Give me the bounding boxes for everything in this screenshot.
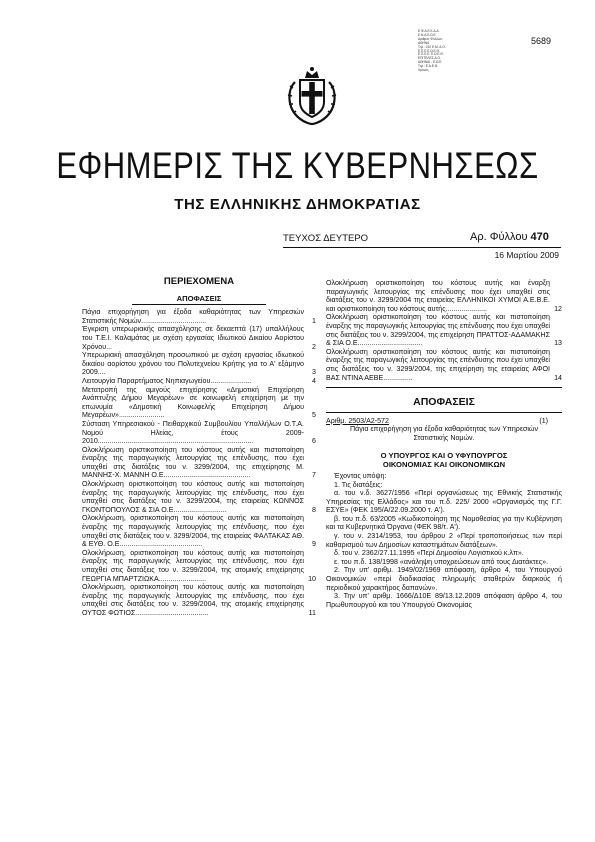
decisions-heading: ΑΠΟΦΑΣΕΙΣ [413, 396, 475, 409]
decision-paragraph: 3. Την υπ' αριθμ. 1666/Δ10Ε 89/13.12.2009 απόφαση άρθρο 4, του Πρωθυπουργού και του Υπουργού Οικονομίας [326, 592, 562, 609]
decisions-column [326, 279, 562, 609]
contents-list-continued [326, 279, 562, 382]
decision-paragraph: ε. του π.δ. 138/1998 «ανάληψη υποχρεώσεων από τους Διατάκτες». [334, 557, 549, 566]
contents-entry [326, 348, 562, 382]
contents-entry [326, 279, 562, 313]
contents-entry-number: 11 [308, 608, 316, 617]
contents-entry [82, 480, 316, 514]
contents-entry-number: 5 [312, 411, 316, 420]
contents-entry-number: 10 [308, 574, 316, 583]
contents-entry [82, 351, 316, 377]
contents-entry-number: 3 [312, 368, 316, 377]
contents-entry [82, 386, 316, 420]
sheet-number [470, 231, 549, 243]
contents-entry-number: 1 [312, 316, 316, 325]
contents-entry-text: Ολοκλήρωση οριστικοποίηση του κόστους αυτής και πιστοποίηση έναρξης της παραγωγικής λειτουργίας της επένδυσης, που έχει υπαχθεί στις διατάξεις του ν. 3299/2004, της επιχείρησης Μ. ΜΑΝΝΗΣ-Χ. ΜΑΝΝΗ Ο.Ε............................................ [82, 445, 304, 480]
contents-entry [82, 308, 316, 325]
sheet-number-label: Αρ. Φύλλου [470, 231, 528, 243]
contents-entry [82, 514, 316, 548]
contents-entry-number: 9 [312, 540, 316, 549]
gazette-title: ΕΦΗΜΕΡΙΣ ΤΗΣ ΚΥΒΕΡΝΗΣΕΩΣ [56, 144, 539, 187]
stamp-line: ΑΘΗΝΑΙ - Ε.Ω.Ε. [418, 60, 443, 65]
decision-paragraph: 1. Τις διατάξεις: [334, 480, 383, 489]
stamp-line: Ε.Π.Ε.Ε.Ω.Ε.Θ. [418, 48, 440, 53]
decision-paragraph: 2. Την υπ' αριθμ. 1949/02/1969 απόφαση, άρθρο 4, του Υπουργού Οικονομικών «περί διαδικασίας πληρωμής σταθερών διαρκούς ή περιοδικού χαρακτήρος δαπανών». [326, 566, 562, 592]
contents-entry-text: Ολοκλήρωση, οριστικοποίηση του κόστους αυτής και πιστοποίηση έναρξης της παραγωγικής λειτουργίας της επένδυσης, που έχει υπαχθεί στις διατάξεις του ν. 3299/2004, της εταιρείας ΦΑΛΤΑΚΑΣ ΑΘ. & ΕΥΘ. Ο.Ε.......................................... [82, 514, 304, 549]
contents-entry-number: 14 [554, 373, 562, 382]
contents-entry [82, 583, 316, 617]
stamp-line: ΕΠΙΤΕΛΕΣ.Α.Ο. [418, 56, 441, 61]
contents-entry-text: Ολοκλήρωση οριστικοποίηση του κόστους αυτής και πιστοποίηση έναρξης της παραγωγικής λειτουργίας της επένδυσης, που έχει υπαχθεί στις διατάξεις του ν. 3299/2004, της εταιρείας ΚΩΝΝΟΣ ΓΚΟΝΤΟΠΟΥΛΟΣ & ΣΙΑ Ο.Ε........................... [82, 480, 304, 514]
contents-entry-text: Ολοκλήρωση, οριστικοποίηση του κόστους αυτής και πιστοποίηση έναρξης της παραγωγικής λειτουργίας της επένδυσης, που έχει υπαχθεί στις διατάξεις του ν. 3299/2004, της ατομικής επιχείρησης ΓΕΩΡΓΙΑ ΜΠΑΡΤΖΙΩΚΑ........................ [82, 548, 304, 583]
contents-entry-number: 4 [312, 376, 316, 385]
contents-entry-number: 13 [554, 339, 562, 348]
decision-number: (1) [539, 416, 548, 425]
stamp-line: Χρόνος [418, 68, 429, 73]
decisions-subheading: ΑΠΟΦΑΣΕΙΣ [176, 293, 222, 303]
decision-title: Πάγια επιχορήγηση για έξοδα καθαριότητας των Υπηρεσιών Στατιστικής Νομών. [349, 425, 539, 442]
contents-entry-text: Ολοκλήρωση, οριστικοποίηση του κόστους αυτής και πιστοποίηση έναρξης της παραγωγικής λειτουργίας της επένδυσης, που έχει υπαχθεί στις διατάξεις του ν. 3299/2004, της ατομικής επιχείρησης ΟΥΤΟΣ ΦΩΤΙΟΣ..................................... [82, 583, 304, 617]
stamp-line: Τηλ.: 210 Ε.Μ. Α.Ο. [418, 44, 446, 49]
contents-entry-number: 6 [312, 437, 316, 446]
contents-entry [82, 420, 316, 446]
contents-entry-text: Λειτουργία Παραρτήματος Νηπιαγωγείου..................... [82, 376, 252, 385]
ministers-line-1: Ο ΥΠΟΥΡΓΟΣ ΚΑΙ Ο ΥΦΥΠΟΥΡΓΟΣ [380, 450, 508, 460]
contents-entry-number: 12 [554, 304, 562, 313]
contents-entry-text: Ολοκλήρωση οριστικοποίηση του κόστους αυτής και πιστοποίηση έναρξης της παραγωγικής λειτουργίας της επένδυσης που έχει υπαχθεί στις διατάξεις του ν. 3299/2004, της επιχείρηση ΠΡΑΤΤΟΣ-ΑΔΑΜΑΚΗΣ & ΣΙΑ Ο.Ε................................. [326, 313, 550, 348]
contents-entry-text: Σύσταση Υπηρεσιακού - Πειθαρχικού Συμβουλίου Υπαλλήλων Ο.Τ.Α. Νομού Ηλείας, έτους 2009-2010............................................................................... [82, 419, 304, 446]
stamp-line: Ε.Ν.Α.Ε.Ω.Ε. [418, 32, 437, 37]
decisions-rule [326, 412, 562, 413]
contents-entry-text: Υπερωριακή απασχόληση προσωπικού με σχέση εργασίας ιδιωτικού δικαίου αορίστου χρόνου του Πολυτεχνείου Κρήτης για το Α' εξάμηνο 2009.... [82, 351, 304, 377]
contents-entry-number: 7 [312, 471, 316, 480]
issue-date: 16 Μαρτίου 2009 [494, 250, 559, 260]
decision-paragraph: Έχοντας υπόψη: [334, 471, 387, 480]
issue-volume: ΤΕΥΧΟΣ ΔΕΥΤΕΡΟ [283, 233, 369, 244]
gazette-subtitle: ΤΗΣ ΕΛΛΗΝΙΚΗΣ ΔΗΜΟΚΡΑΤΙΑΣ [174, 196, 421, 213]
ministers-line-2: ΟΙΚΟΝΟΜΙΑΣ ΚΑΙ ΟΙΚΟΝΟΜΙΚΩΝ [382, 459, 506, 469]
contents-entry-number: 2 [312, 342, 316, 351]
stamp-line: Αριθμός Φύλλων: [418, 36, 443, 41]
contents-entry-text: Ολοκλήρωση οριστικοποίηση του κόστους αυτής και πιστοποίηση έναρξης της παραγωγικής λειτουργίας της επένδυσης που έχει υπαχθεί στις διατάξεις του ν. 3299/2004, της επιχείρηση της εταιρείας ΑΦΟΙ ΒΑΣ ΝΤΙΝΑ ΑΕΒΕ............... [326, 347, 550, 382]
decision-paragraph: δ. του ν. 2362/27.11.1995 «Περί Δημοσίου Λογιστικού κ.λπ». [334, 549, 524, 558]
contents-heading: ΠΕΡΙΕΧΟΜΕΝΑ [163, 276, 235, 287]
contents-entry [82, 325, 316, 351]
contents-entry-text: Πάγια επιχορήγηση για έξοδα καθαριότητας των Υπηρεσιών Στατιστικής Νομών................................. [82, 308, 304, 325]
stamp-line: ΑΘΗΝΑ [418, 40, 430, 45]
header-rule [283, 247, 561, 248]
contents-entry [82, 377, 316, 386]
distribution-stamp [418, 30, 480, 73]
contents-entry-text: Έγκριση υπερωριακής απασχόλησης σε δεκαεπτά (17) υπαλλήλους του Τ.Ε.Ι. Καλαμάτας με σχέση εργασίας Ιδιωτικού Δικαίου Αορίστου Χρόνου... [82, 325, 304, 351]
decision-paragraph: β. του π.δ. 63/2005 «Κωδικοποίηση της Νομοθεσίας για την Κυβέρνηση και τα Κυβερνητικά Όργανα (ΦΕΚ 98/τ. Α'). [326, 514, 562, 532]
greek-coat-of-arms-emblem [285, 64, 339, 126]
contents-column [82, 278, 316, 618]
decision-reference-line [326, 417, 562, 426]
contents-entry-number: 8 [312, 505, 316, 514]
contents-entry-text: Ολοκλήρωση οριστικοποίηση του κόστους αυτής και έναρξη παραγωγικής λειτουργίας της επένδυσης που έχει υπαχθεί στις διατάξεις του ν. 3299/2004 της εταιρείας ΕΛΛΗΝΙΚΟΙ ΧΥΜΟΙ Α.Ε.Β.Ε. και οριστικοποίηση του κόστους αυτής..................... [326, 279, 550, 313]
stamp-line: Ε.Π.Ε.Ε. Ε.Ω.Ε.Θ. [418, 52, 444, 57]
stamp-line: Ε.Φ.Δ.Ε.Κ.Δ.Α. [418, 29, 440, 33]
decision-paragraph: γ. του ν. 2314/1953, του άρθρου 2 «Περί τροποποιήσεως των περί καθαρισμού των Δημοσίων καταστημάτων διατάξεων». [326, 532, 562, 549]
contents-entry-text: Μετατροπή της αμιγούς επιχείρησης «Δημοτική Επιχείρηση Ανάπτυξης Δήμου Μεγαρέων» σε κοινωφελή επιχείρηση με την επωνυμία «Δημοτική Κοινωφελής Επιχείρηση Δήμου Μεγαρέων»....................... [82, 385, 304, 420]
contents-entry [326, 313, 562, 347]
contents-entry [82, 549, 316, 583]
subheading-rule [132, 304, 266, 305]
section-rule [326, 387, 562, 388]
contents-entry [82, 446, 316, 480]
stamp-line: Τηλ.: Ε.Α.Ε.Θ. [418, 64, 439, 69]
decision-body [326, 472, 562, 610]
decision-paragraph: α. του ν.δ. 3627/1956 «Περί οργανώσεως της Εθνικής Στατιστικής Υπηρεσίας της Ελλάδος» και του π.δ. 225/ 2000 «Οργανισμός της Γ.Γ. ΕΣΥΕ» (ΦΕΚ 195/Α/22.09.2000 τ. Α'). [326, 489, 562, 515]
page-number: 5689 [530, 36, 551, 46]
contents-list [82, 308, 316, 617]
sheet-number-value: 470 [530, 231, 549, 243]
decision-reference: Αριθμ. 2503/Α2-572 [326, 416, 389, 425]
